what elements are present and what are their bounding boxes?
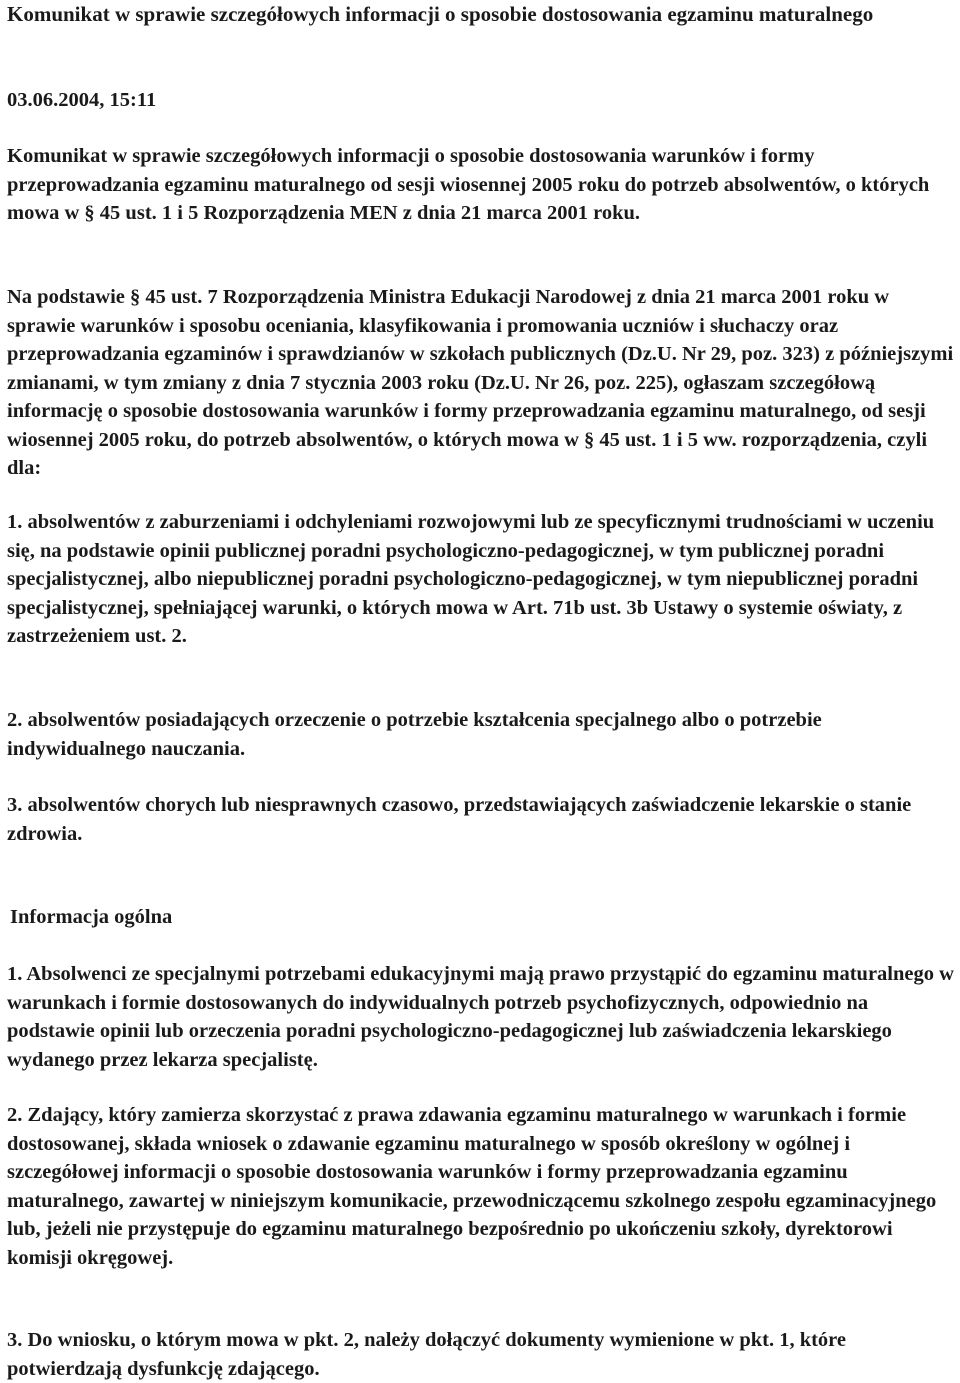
list-item: 1. absolwentów z zaburzeniami i odchyleniami rozwojowymi lub ze specyficznymi trudnościami w uczeniu się, na podstawie opinii publicznej poradni psychologiczno-pedagogicznej, w tym publicznej poradni specjalistycznej, albo niepublicznej poradni psychologiczno-pedagogicznej, w tym niepublicznej poradni specjalistycznej, spełniającej warunki, o których mowa w Art. 71b ust. 3b Ustawy o systemie oświaty, z zastrzeżeniem ust. 2. (7, 511, 935, 647)
section-heading: Informacja ogólna (10, 906, 173, 928)
legal-basis-paragraph: Na podstawie § 45 ust. 7 Rozporządzenia Ministra Edukacji Narodowej z dnia 21 marca 2001 roku w sprawie warunków i sposobu oceniania, klasyfikowania i promowania uczniów i słuchaczy oraz przeprowadzania egzaminów i sprawdzianów w szkołach publicznych (Dz.U. Nr 29, poz. 323) z późniejszymi zmianami, w tym zmiany z dnia 7 stycznia 2003 roku (Dz.U. Nr 26, poz. 225), ogłaszam szczegółową informację o sposobie dostosowania warunków i formy przeprowadzania egzaminu maturalnego, od sesji wiosennej 2005 roku, do potrzeb absolwentów, o których mowa w § 45 ust. 1 i 5 ww. rozporządzenia, czyli dla: (7, 286, 954, 479)
list-item: 2. absolwentów posiadających orzeczenie o potrzebie kształcenia specjalnego albo o potrzebie indywidualnego nauczania. (7, 709, 822, 760)
list-item: 3. absolwentów chorych lub niesprawnych czasowo, przedstawiających zaświadczenie lekarskie o stanie zdrowia. (7, 794, 912, 845)
document-title: Komunikat w sprawie szczegółowych informacji o sposobie dostosowania egzaminu maturalnego (7, 2, 874, 26)
intro-paragraph: Komunikat w sprawie szczegółowych informacji o sposobie dostosowania warunków i formy przeprowadzania egzaminu maturalnego od sesji wiosennej 2005 roku do potrzeb absolwentów, o których mowa w § 45 ust. 1 i 5 Rozporządzenia MEN z dnia 21 marca 2001 roku. (7, 145, 930, 224)
list-item: 3. Do wniosku, o którym mowa w pkt. 2, należy dołączyć dokumenty wymienione w pkt. 1, które potwierdzają dysfunkcję zdającego. (7, 1329, 847, 1380)
list-item: 2. Zdający, który zamierza skorzystać z prawa zdawania egzaminu maturalnego w warunkach i formie dostosowanej, składa wniosek o zdawanie egzaminu maturalnego w sposób określony w ogólnej i szczegółowej informacji o sposobie dostosowania warunków i formy przeprowadzania egzaminu maturalnego, zawartej w niniejszym komunikacie, przewodniczącemu szkolnego zespołu egzaminacyjnego lub, jeżeli nie przystępuje do egzaminu maturalnego bezpośrednio po ukończeniu szkoły, dyrektorowi komisji okręgowej. (7, 1104, 937, 1269)
list-item: 1. Absolwenci ze specjalnymi potrzebami edukacyjnymi mają prawo przystąpić do egzaminu maturalnego w warunkach i formie dostosowanych do indywidualnych potrzeb psychofizycznych, odpowiednio na podstawie opinii lub orzeczenia poradni psychologiczno-pedagogicznej lub zaświadczenia lekarskiego wydanego przez lekarza specjalistę. (7, 963, 954, 1071)
publication-date: 03.06.2004, 15:11 (7, 89, 157, 111)
